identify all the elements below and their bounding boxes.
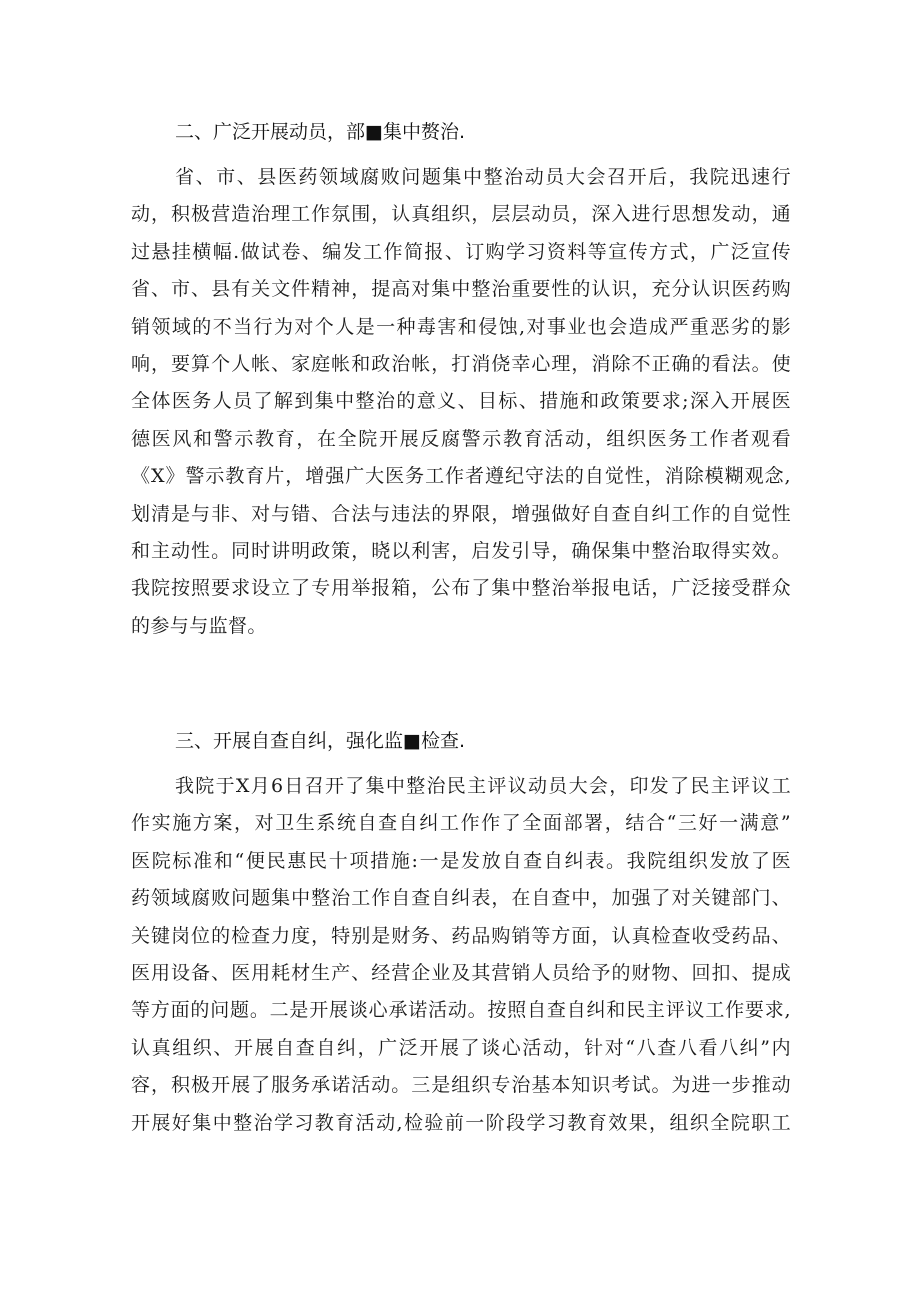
text-line: 作实施方案，对卫生系统自查自纠工作作了全面部署，结合“三好一满意” [131, 812, 791, 835]
text-line: 容，积极开展了服务承诺活动。三是组织专治基本知识考试。为进一步推动 [131, 1074, 791, 1097]
text-line: 认真组织、开展自查自纠，广泛开展了谈心活动，针对“八查八看八纠”内 [131, 1036, 791, 1059]
text-line: 过悬挂横幅.做试卷、编发工作简报、订购学习资料等宣传方式，广泛宣传 [131, 240, 791, 263]
text-line: 省、市、县医药领域腐败问题集中整治动员大会召开后，我院迅速行 [175, 166, 791, 188]
text-line: 动，积极营造治理工作氛围，认真组织，层层动员，深入进行思想发动，通 [131, 203, 791, 226]
text-line: 医用设备、医用耗材生产、经营企业及其营销人员给予的财物、回扣、提成 [131, 962, 791, 985]
text-line: 我院按照要求设立了专用举报箱，公布了集中整治举报电话，广泛接受群众 [131, 577, 791, 600]
text-line: 的参与与监督。 [131, 614, 267, 637]
text-line: 《X》警示教育片，增强广大医务工作者遵纪守法的自觉性，消除模糊观念, [131, 465, 791, 488]
text-line: 开展好集中整治学习教育活动,检验前一阶段学习教育效果，组织全院职工 [131, 1111, 791, 1134]
text-line: 药领域腐败问题集中整治工作自查自纠表，在自查中，加强了对关键部门、 [131, 887, 791, 910]
section-3-paragraph [131, 768, 791, 1142]
text-line: 医院标准和“便民惠民十项措施:一是发放自查自纠表。我院组织发放了医 [131, 849, 791, 872]
text-line: 省、市、县有关文件精神，提高对集中整治重要性的认识，充分认识医药购 [131, 278, 791, 301]
text-line: 销领域的不当行为对个人是一种毒害和侵蚀,对事业也会造成严重恶劣的影 [131, 315, 791, 338]
text-line: 划清是与非、对与错、合法与违法的界限，增强做好自查自纠工作的自觉性 [131, 502, 791, 525]
text-line: 德医风和警示教育，在全院开展反腐警示教育活动，组织医务工作者观看 [131, 427, 791, 450]
text-line: 和主动性。同时讲明政策，晓以利害，启发引导，确保集中整治取得实效。 [131, 540, 791, 563]
section-2-paragraph [131, 159, 791, 645]
text-line: 等方面的问题。二是开展谈心承诺活动。按照自查自纠和民主评议工作要求, [131, 999, 791, 1022]
text-line: 全体医务人员了解到集中整治的意义、目标、措施和政策要求;深入开展医 [131, 390, 791, 413]
section-heading-2: 二、广泛开展动员，部■集中赘治. [175, 121, 465, 143]
text-line: 响，要算个人帐、家庭帐和政治帐，打消侥幸心理，消除不正确的看法。使 [131, 353, 791, 376]
section-heading-3: 三、开展自查自纠，强化监■检查. [175, 730, 465, 752]
text-line: 我院于X月6日召开了集中整治民主评议动员大会，印发了民主评议工 [175, 775, 791, 797]
text-line: 关键岗位的检查力度，特别是财务、药品购销等方面，认真检查收受药品、 [131, 924, 791, 947]
